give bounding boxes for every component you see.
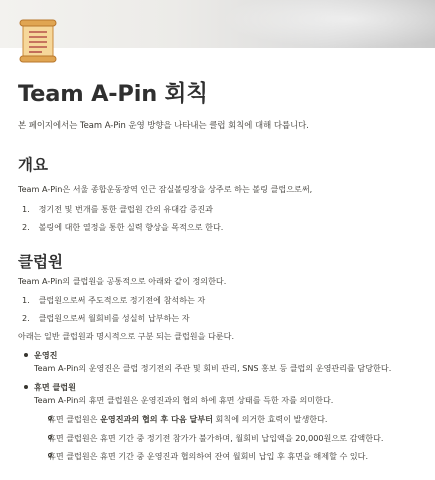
list-number: 1. [22,295,30,305]
dormant-rule-text: 휴면 클럽원은 운영진과의 협의 후 다음 달부터 회칙에 의거한 효력이 발생한다. [48,414,328,424]
overview-heading: 개요 [18,156,48,174]
overview-item-2 [18,222,223,233]
dormant-rule-text: 휴면 클럽원은 휴면 기간 중 정기전 참가가 불가하며, 월회비 납입액을 20,000원으로 감액한다. [48,433,384,443]
members-item-1 [18,295,205,306]
list-number: 2. [22,222,30,232]
page-title: Team A-Pin 회칙 [18,81,208,107]
overview-description: Team A-Pin은 서울 종합운동장역 인근 잠실볼링장을 상주로 하는 볼링 클럽으로써, [18,184,313,194]
members-note: 아래는 일반 클럽원과 명시적으로 구분 되는 클럽원을 다룬다. [18,331,235,341]
overview-item-text: 정기전 및 번개를 통한 클럽원 간의 유대감 증진과 [38,204,213,214]
overview-item-1 [18,204,213,215]
scroll-icon [14,16,62,64]
page-intro: 본 페이지에서는 Team A-Pin 운영 방향을 나타내는 클럽 회칙에 대해 다룹니다. [18,120,309,130]
members-heading: 클럽원 [18,253,63,271]
bullet-dot-icon [24,353,28,357]
member-type-title: 운영진 [34,350,58,360]
member-type-title: 휴면 클럽원 [34,382,76,392]
cover-image [0,0,435,48]
members-item-2 [18,313,190,324]
list-number: 1. [22,204,30,214]
members-description: Team A-Pin의 클럽원을 공통적으로 아래와 같이 정의한다. [18,276,227,286]
dormant-rule-text: 휴면 클럽원은 휴면 기간 중 운영진과 협의하여 잔여 월회비 납입 후 휴면을 해제할 수 있다. [48,451,369,461]
bullet-dot-icon [24,385,28,389]
overview-item-text: 볼링에 대한 열정을 통한 실력 향상을 목적으로 한다. [38,222,224,232]
member-type-description: Team A-Pin의 휴면 클럽원은 운영진과의 협의 하에 휴면 상태를 득한 자를 의미한다. [34,395,334,405]
member-type-description: Team A-Pin의 운영진은 클럽 정기전의 주관 및 회비 관리, SNS 홍보 등 클럽의 운영관리를 담당한다. [34,363,392,373]
members-item-text: 클럽원으로써 주도적으로 정기전에 참석하는 자 [38,295,206,305]
list-number: 2. [22,313,30,323]
members-item-text: 클럽원으로써 월회비를 성실히 납부하는 자 [38,313,190,323]
